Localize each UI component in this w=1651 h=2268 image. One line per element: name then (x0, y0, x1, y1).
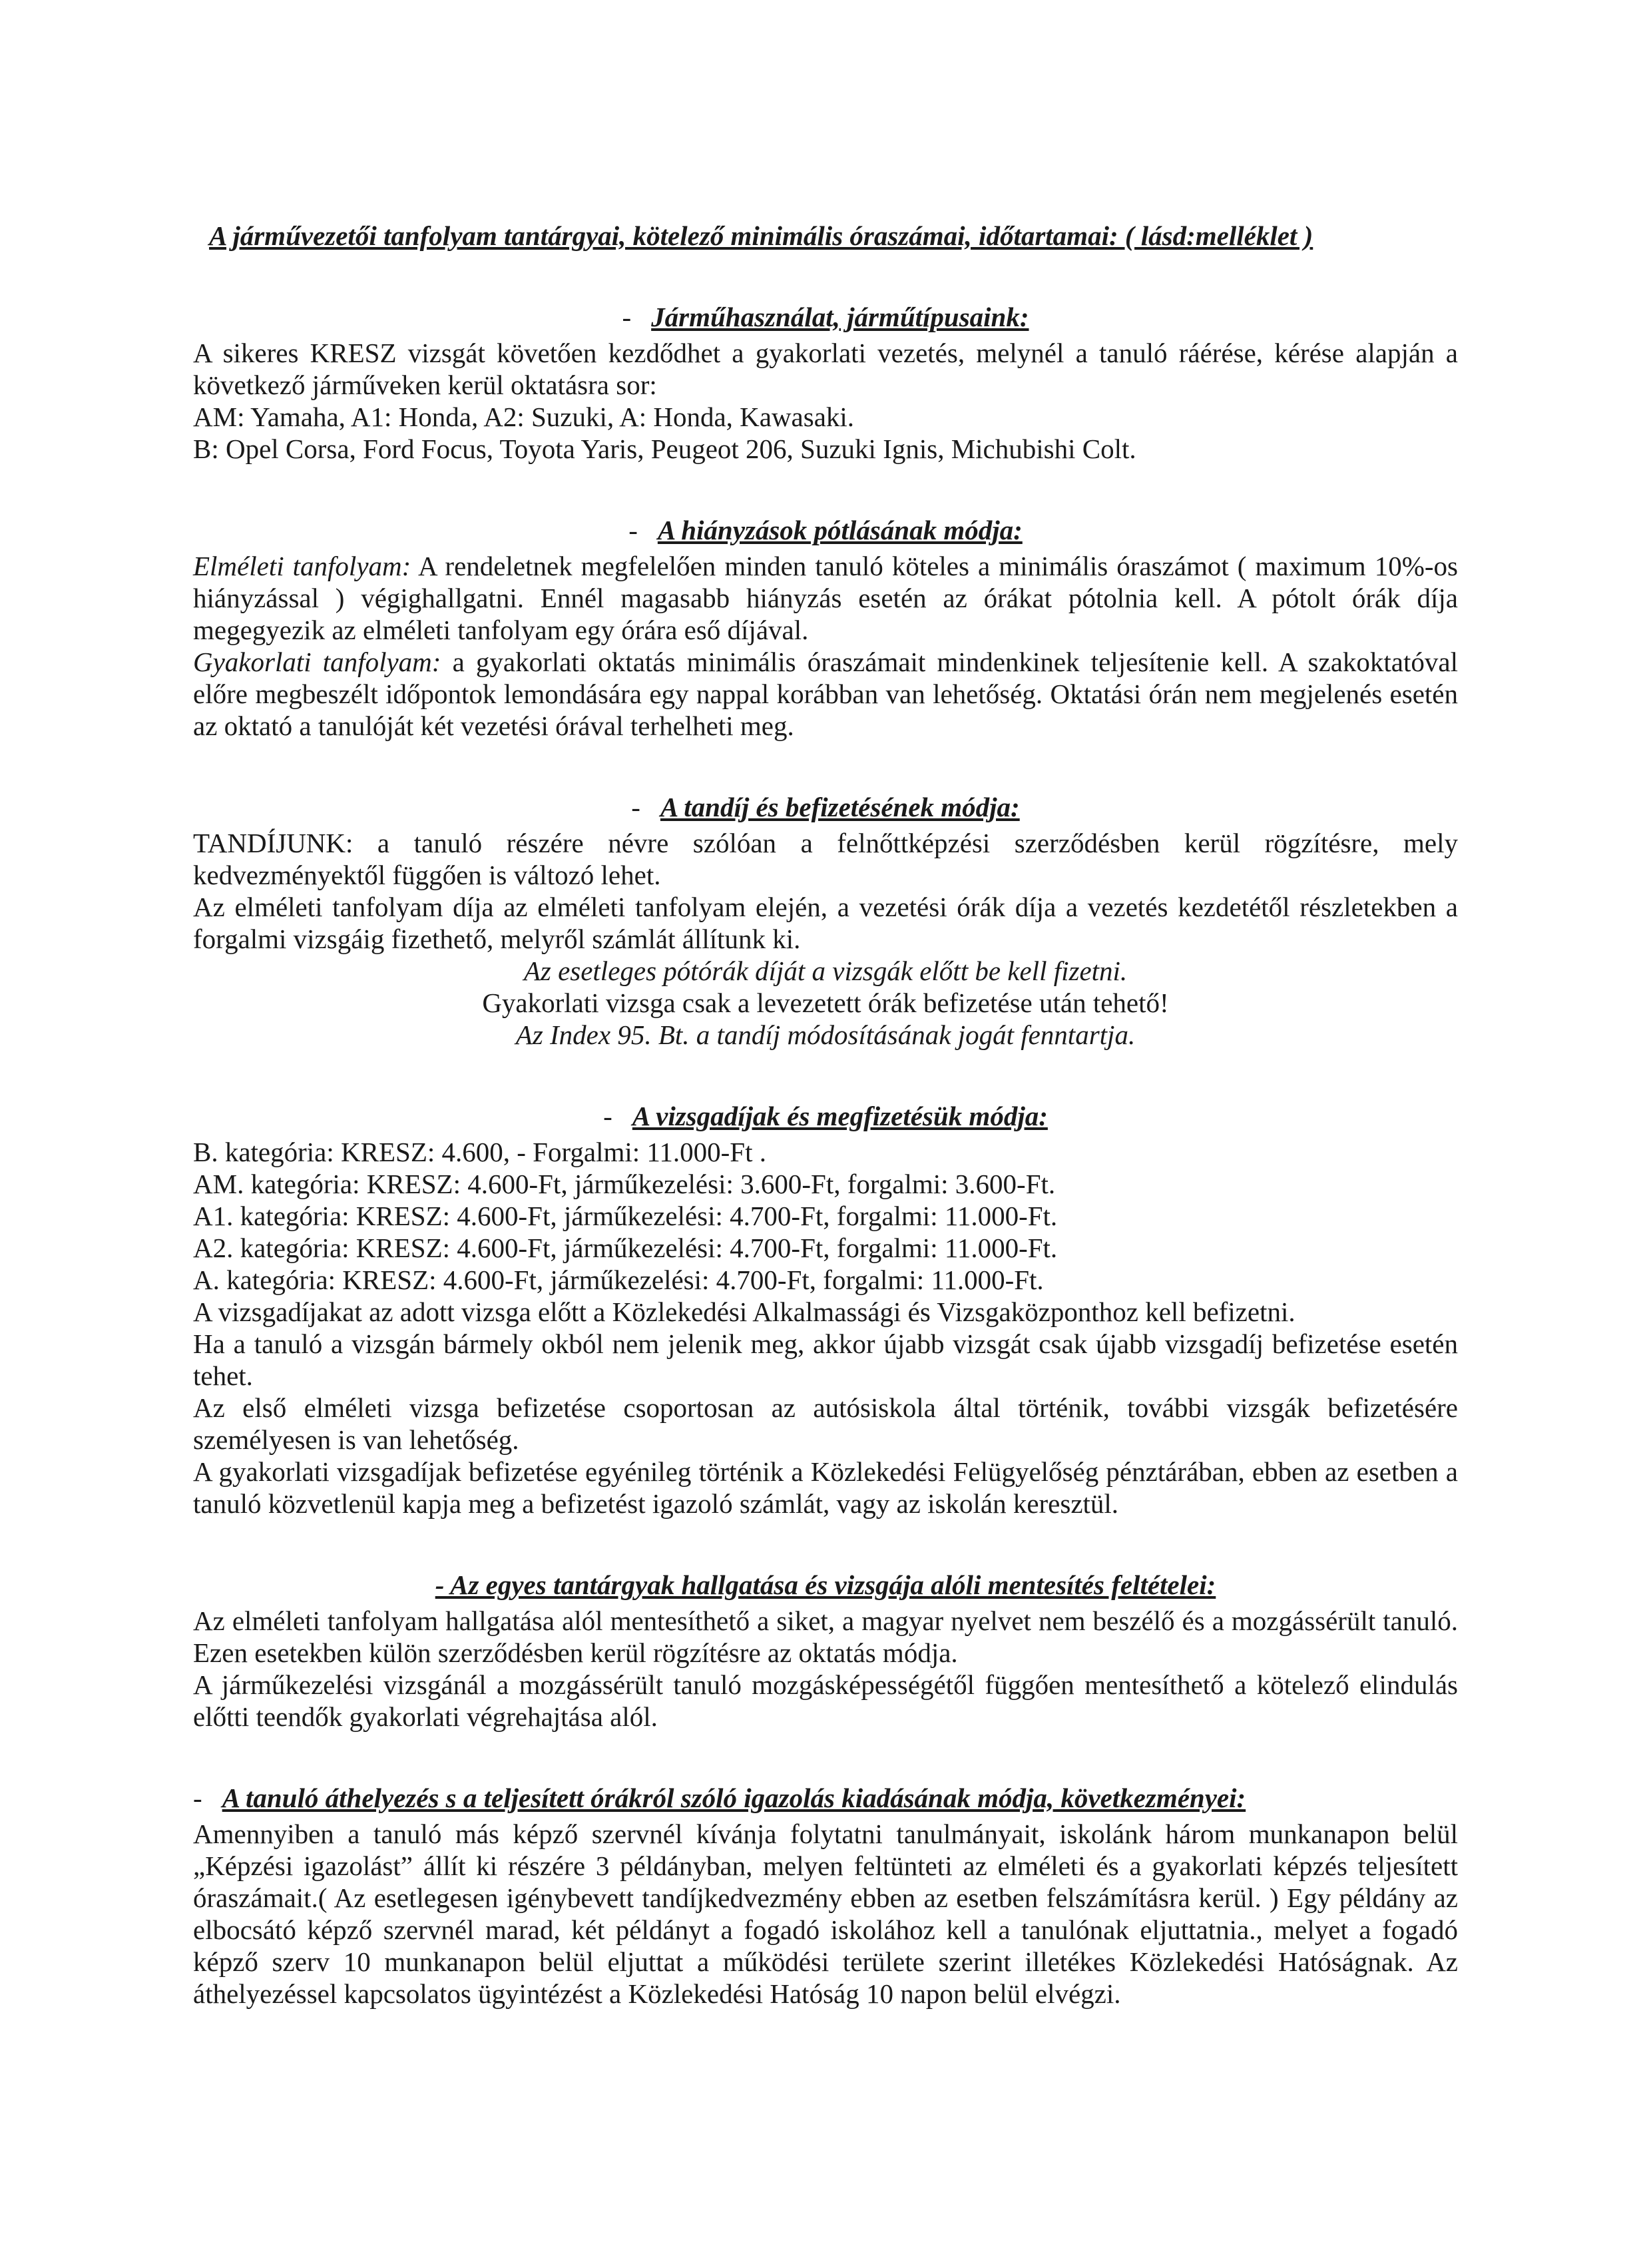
fee-category-a1: A1. kategória: KRESZ: 4.600-Ft, járműkezelési: 4.700-Ft, forgalmi: 11.000-Ft. (193, 1201, 1058, 1231)
absence-theory-label: Elméleti tanfolyam: (193, 551, 411, 581)
tuition-paragraph-1: TANDÍJUNK: a tanuló részére névre szólóan a felnőttképzési szerződésben kerül rögzítésre, mely kedvezményektől függően is változó lehet. (193, 828, 1458, 890)
vehicles-cars: B: Opel Corsa, Ford Focus, Toyota Yaris, Peugeot 206, Suzuki Ignis, Michubishi Colt. (193, 433, 1136, 464)
absence-theory (193, 550, 1458, 646)
exemption-paragraph-1: Az elméleti tanfolyam hallgatása alól mentesíthető a siket, a magyar nyelvet nem beszélő és a mozgássérült tanuló. Ezen esetekben külön szerződésben kerül rögzítésre az oktatás módja. (193, 1605, 1458, 1668)
fee-category-b: B. kategória: KRESZ: 4.600, - Forgalmi: 11.000-Ft . (193, 1137, 766, 1167)
vehicles-intro: A sikeres KRESZ vizsgát követően kezdődhet a gyakorlati vezetés, melynél a tanuló ráérése, kérése alapján a következő járműveken kerül oktatásra sor: (193, 338, 1458, 400)
tuition-note-practical-exam: Gyakorlati vizsga csak a levezetett órák befizetése után tehető! (482, 988, 1169, 1018)
exam-fees-paragraph-2: Ha a tanuló a vizsgán bármely okból nem jelenik meg, akkor újabb vizsgát csak újabb vizsgadíj befizetése esetén tehet. (193, 1328, 1458, 1391)
exam-fees-paragraph-1: A vizsgadíjakat az adott vizsga előtt a Közlekedési Alkalmassági és Vizsgaközponthoz kell befizetni. (193, 1296, 1296, 1327)
section-vehicles (193, 301, 1458, 465)
section-exemption (193, 1569, 1458, 1733)
document-title: A járművezetői tanfolyam tantárgyai, kötelező minimális óraszámai, időtartamai: ( lásd:melléklet ) (209, 220, 1313, 251)
section-heading-transfer: - A tanuló áthelyezés s a teljesített órákról szóló igazolás kiadásának módja, következményei: (193, 1783, 1246, 1813)
tuition-paragraph-2: Az elméleti tanfolyam díja az elméleti tanfolyam elején, a vezetési órák díja a vezetés kezdetétől részletekben a forgalmi vizsgáig fizethető, melyről számlát állítunk ki. (193, 892, 1458, 954)
absence-practice-label: Gyakorlati tanfolyam: (193, 647, 441, 677)
transfer-paragraph: Amennyiben a tanuló más képző szervnél kívánja folytatni tanulmányait, iskolánk három munkanapon belül „Képzési igazolást” állít ki részére 3 példányban, melyen feltünteti az elméleti és a gyakorlati képzés teljesített óraszámait.( Az esetlegesen igénybevett tandíjkedvezmény ebben az esetben felszámításra kerül. ) Egy példány az elbocsátó képző szervnél marad, két példányt a fogadó iskolához kell a tanulónak eljuttatnia., melyet a fogadó képző szerv 10 munkanapon belül eljuttat a működési területe szerint illetékes Közlekedési Hatóságnak. Az áthelyezéssel kapcsolatos ügyintézést a Közlekedési Hatóság 10 napon belül elvégzi. (193, 1819, 1458, 2009)
section-transfer (193, 1782, 1458, 2010)
section-tuition (193, 791, 1458, 1051)
section-exam-fees (193, 1100, 1458, 1520)
absence-theory-text: A rendeletnek megfelelően minden tanuló köteles a minimális óraszámot ( maximum 10%-os hiányzással ) végighallgatni. Ennél magasabb hiányzás esetén az órákat pótolnia kell. A pótolt órák díja megegyezik az elméleti tanfolyam egy órára eső díjával. (193, 551, 1458, 645)
absence-practice (193, 646, 1458, 742)
document-page (193, 220, 1458, 2010)
absence-practice-text: a gyakorlati oktatás minimális óraszámait mindenkinek teljesítenie kell. A szakoktatóval előre megbeszélt időpontok lemondására egy nappal korábban van lehetőség. Oktatási órán nem megjelenés esetén az oktató a tanulóját két vezetési órával terhelheti meg. (193, 647, 1458, 741)
fee-category-a2: A2. kategória: KRESZ: 4.600-Ft, járműkezelési: 4.700-Ft, forgalmi: 11.000-Ft. (193, 1233, 1058, 1263)
tuition-note-extra-lessons: Az esetleges pótórák díját a vizsgák előtt be kell fizetni. (523, 956, 1128, 986)
exemption-paragraph-2: A járműkezelési vizsgánál a mozgássérült tanuló mozgásképességétől függően mentesíthető a kötelező elindulás előtti teendők gyakorlati végrehajtása alól. (193, 1669, 1458, 1732)
section-heading-absence: - A hiányzások pótlásának módja: (628, 515, 1023, 545)
tuition-note-rights: Az Index 95. Bt. a tandíj módosításának jogát fenntartja. (515, 1019, 1136, 1050)
fee-category-am: AM. kategória: KRESZ: 4.600-Ft, járműkezelési: 3.600-Ft, forgalmi: 3.600-Ft. (193, 1169, 1056, 1199)
vehicles-motorcycles: AM: Yamaha, A1: Honda, A2: Suzuki, A: Honda, Kawasaki. (193, 402, 855, 432)
exam-fees-paragraph-3: Az első elméleti vizsga befizetése csoportosan az autósiskola által történik, további vizsgák befizetésére személyesen is van lehetőség. (193, 1392, 1458, 1455)
section-heading-tuition: - A tandíj és befizetésének módja: (631, 792, 1020, 822)
section-heading-exemption: - Az egyes tantárgyak hallgatása és vizsgája alóli mentesítés feltételei: (435, 1569, 1216, 1600)
section-heading-exam-fees: - A vizsgadíjak és megfizetésük módja: (603, 1101, 1048, 1131)
fee-category-a: A. kategória: KRESZ: 4.600-Ft, járműkezelési: 4.700-Ft, forgalmi: 11.000-Ft. (193, 1265, 1044, 1295)
exam-fees-paragraph-4: A gyakorlati vizsgadíjak befizetése egyénileg történik a Közlekedési Felügyelőség pénztárában, ebben az esetben a tanuló közvetlenül kapja meg a befizetést igazoló számlát, vagy az iskolán keresztül. (193, 1456, 1458, 1519)
section-absence (193, 514, 1458, 742)
section-heading-vehicles: - Járműhasználat, járműtípusaink: (622, 302, 1029, 332)
